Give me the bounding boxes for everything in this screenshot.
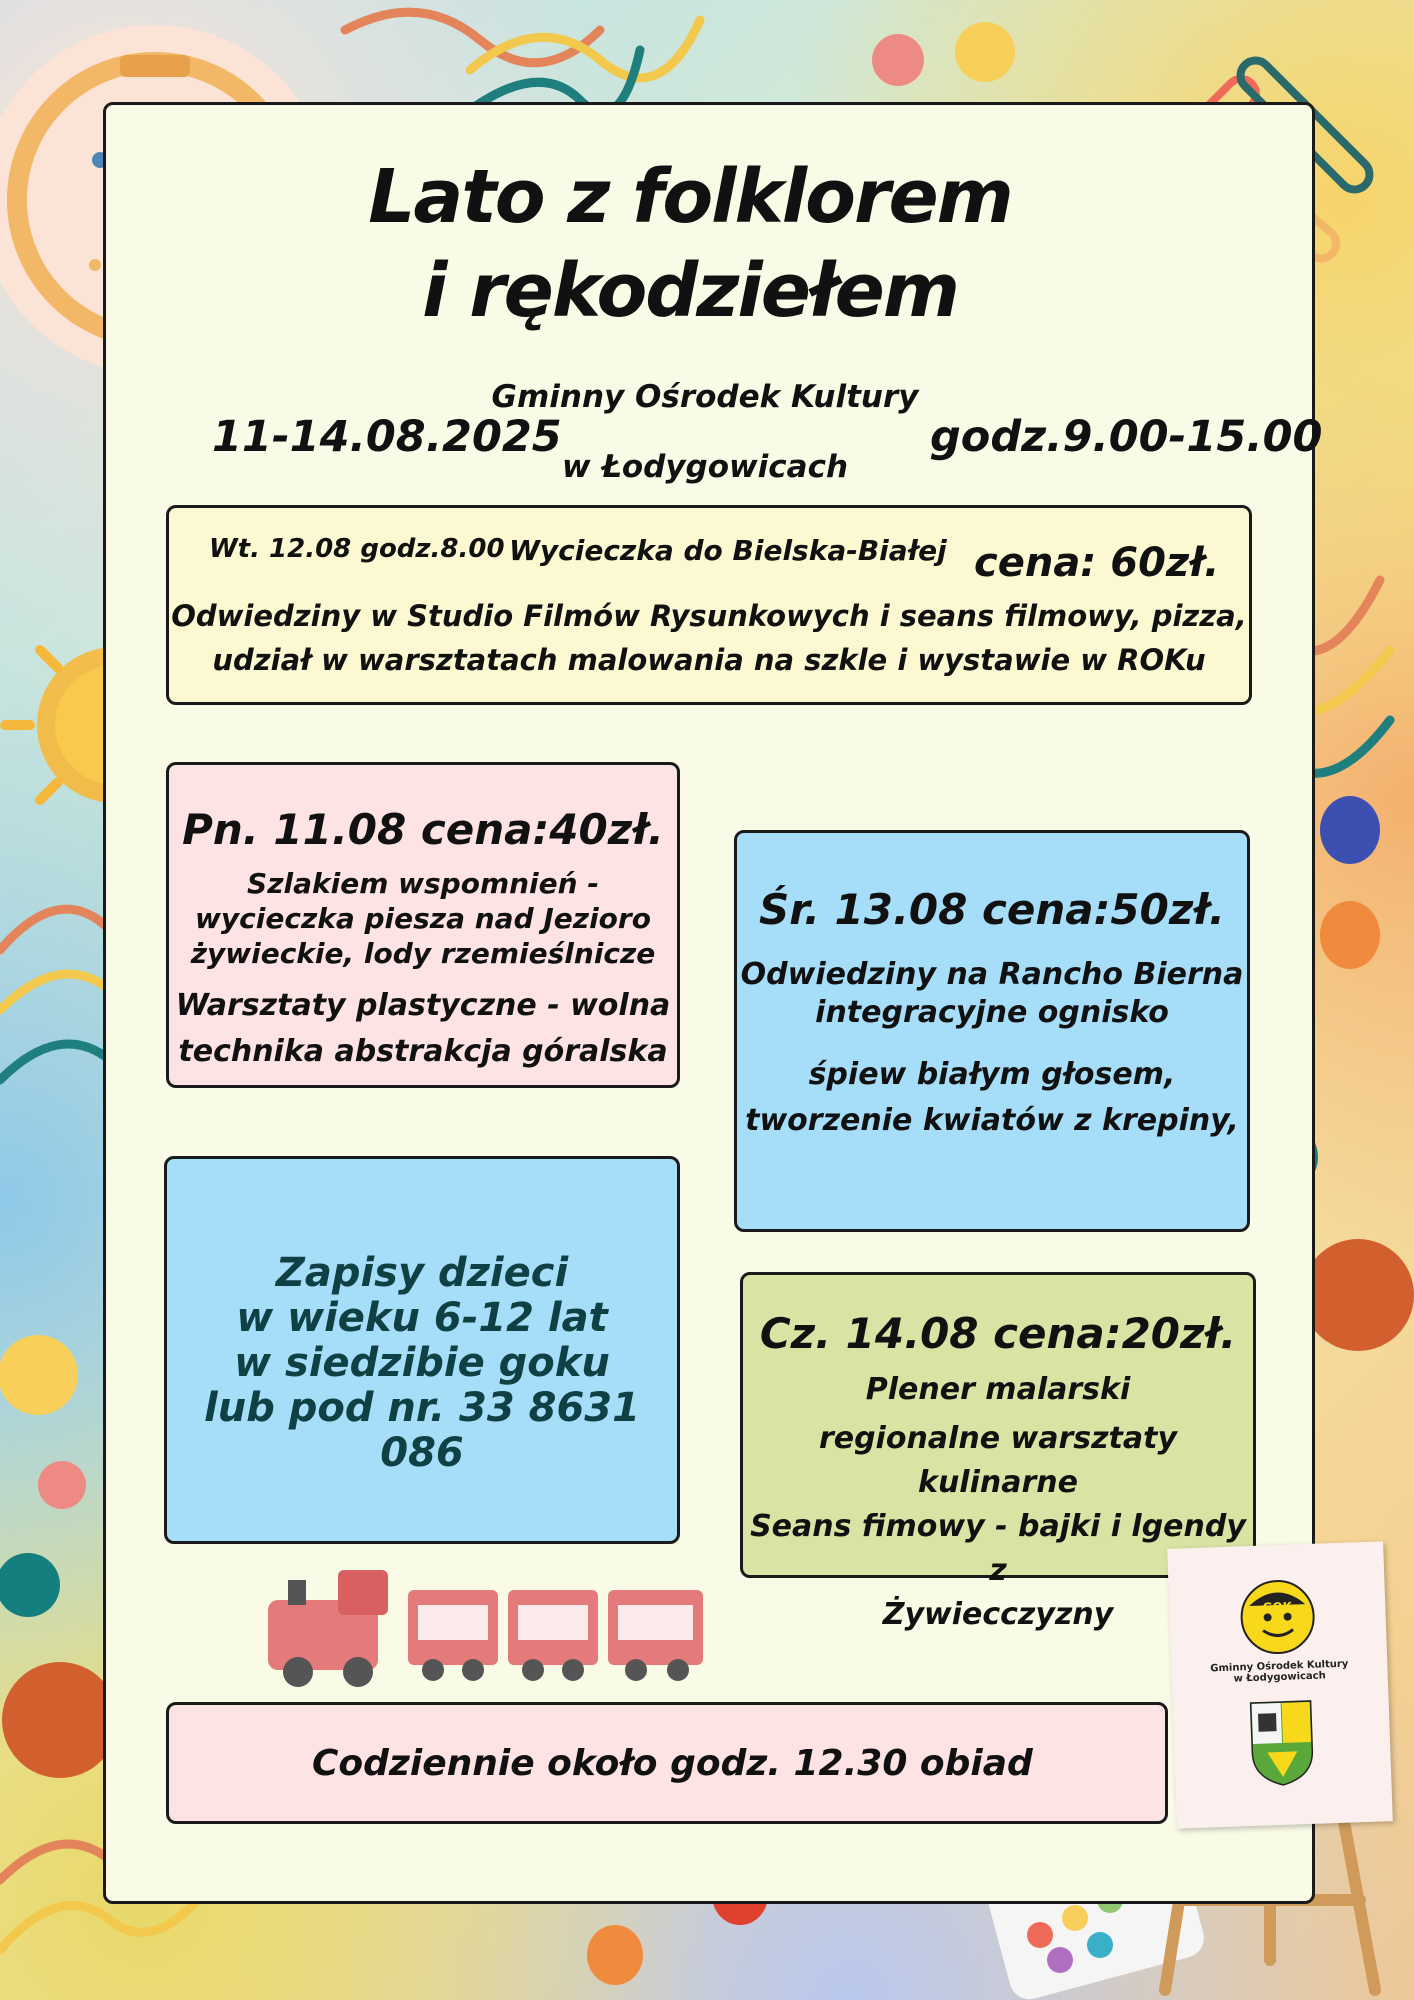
monday-line-4: Warsztaty plastyczne - wolna bbox=[175, 988, 671, 1023]
dot-teal-left bbox=[0, 1553, 60, 1617]
monday-line-5: technika abstrakcja góralska bbox=[178, 1034, 668, 1069]
wednesday-line-2: integracyjne ognisko bbox=[815, 995, 1169, 1030]
title-line-1: Lato z folklorem bbox=[368, 154, 1012, 240]
trip-desc-line-1: Odwiedziny w Studio Filmów Rysunkowych i seans filmowy, pizza, bbox=[171, 599, 1247, 633]
title-line-2: i rękodziełem bbox=[422, 248, 958, 334]
thursday-header: Cz. 14.08 cena:20zł. bbox=[759, 1309, 1237, 1358]
wednesday-line-3: śpiew białym głosem, bbox=[808, 1057, 1176, 1092]
logo-line-1: Gminny Ośrodek Kultury bbox=[1210, 1658, 1349, 1675]
thursday-line-4: Żywiecczyzny bbox=[882, 1597, 1114, 1632]
wednesday-activity-2 bbox=[737, 1052, 1247, 1144]
dot-yellow-top bbox=[955, 22, 1015, 82]
monday-line-1: Szlakiem wspomnień - bbox=[247, 867, 599, 900]
coat-of-arms-icon bbox=[1245, 1696, 1318, 1788]
monday-header: Pn. 11.08 cena:40zł. bbox=[182, 805, 664, 854]
registration-line-3: w siedzibie goku bbox=[234, 1340, 610, 1386]
tuesday-trip-box bbox=[166, 505, 1252, 705]
registration-text bbox=[167, 1251, 677, 1476]
event-dates: 11-14.08.2025 bbox=[212, 412, 562, 462]
monday-line-3: żywieckie, lody rzemieślnicze bbox=[190, 937, 656, 970]
wednesday-line-1: Odwiedziny na Rancho Bierna bbox=[740, 957, 1244, 992]
trip-description bbox=[169, 594, 1249, 682]
monday-box bbox=[166, 762, 680, 1088]
dot-yellow-left bbox=[0, 1335, 78, 1415]
trip-desc-line-2: udział w warsztatach malowania na szkle i wystawie w ROKu bbox=[212, 643, 1206, 677]
thursday-box bbox=[740, 1272, 1256, 1632]
monday-line-2: wycieczka piesza nad Jezioro bbox=[195, 902, 651, 935]
thursday-line-3: Seans fimowy - bajki i lgendy z bbox=[750, 1509, 1246, 1588]
registration-line-1: Zapisy dzieci bbox=[275, 1250, 569, 1296]
wednesday-line-4: tworzenie kwiatów z krepiny, bbox=[745, 1103, 1239, 1138]
gok-logo-caption bbox=[1171, 1657, 1388, 1687]
organizer-line-2: w Łodygowicach bbox=[561, 449, 849, 485]
lunch-text: Codziennie około godz. 12.30 obiad bbox=[312, 1743, 1033, 1784]
dot-orange-right bbox=[1302, 1239, 1414, 1351]
registration-phone: lub pod nr. 33 8631 086 bbox=[204, 1385, 640, 1476]
dot-pink-left bbox=[38, 1461, 86, 1509]
logo-line-2: w Łodygowicach bbox=[1233, 1670, 1326, 1685]
easel-canvas bbox=[1167, 1541, 1393, 1828]
logo-badge-text: GOK bbox=[1262, 1599, 1293, 1615]
monday-activity-1 bbox=[169, 866, 677, 971]
dot-pink-top bbox=[872, 34, 924, 86]
lunch-box bbox=[166, 1702, 1168, 1824]
monday-activity-2 bbox=[169, 983, 677, 1075]
squiggle-top-2 bbox=[470, 20, 700, 78]
trip-date-time: Wt. 12.08 godz.8.00 bbox=[209, 534, 505, 564]
event-hours: godz.9.00-15.00 bbox=[930, 412, 1323, 462]
thursday-line-2: regionalne warsztaty kulinarne bbox=[818, 1421, 1178, 1500]
wednesday-activity-1 bbox=[737, 956, 1247, 1032]
registration-line-2: w wieku 6-12 lat bbox=[236, 1295, 608, 1341]
toy-train-icon bbox=[258, 1560, 718, 1690]
page-title bbox=[330, 150, 1050, 338]
dot-orange-left bbox=[2, 1662, 118, 1778]
wednesday-box bbox=[734, 830, 1250, 1232]
registration-box bbox=[164, 1156, 680, 1544]
organizer-line-1: Gminny Ośrodek Kultury bbox=[491, 379, 919, 415]
gok-logo-icon bbox=[1216, 1573, 1339, 1657]
wednesday-header: Śr. 13.08 cena:50zł. bbox=[758, 885, 1226, 934]
trip-price: cena: 60zł. bbox=[974, 540, 1220, 586]
thursday-line-1: Plener malarski bbox=[865, 1372, 1131, 1407]
trip-name: Wycieczka do Bielska-Białej bbox=[509, 534, 947, 567]
